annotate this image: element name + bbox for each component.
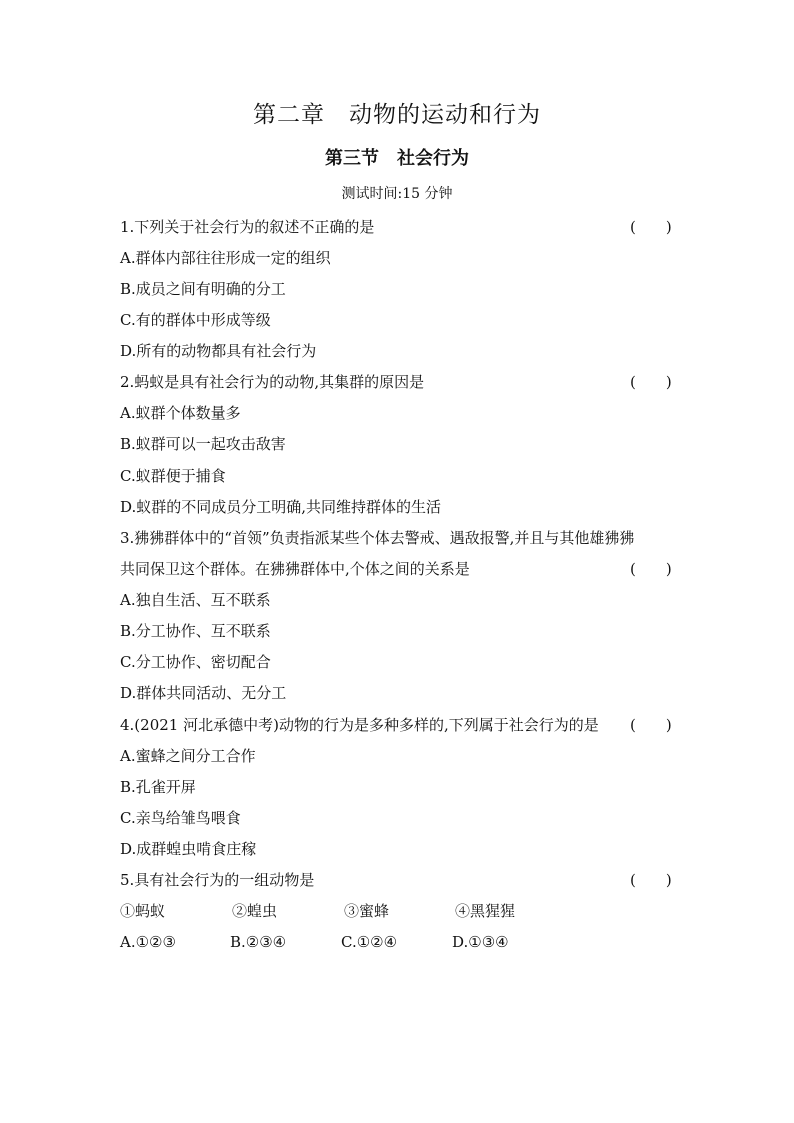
question-3-option-b: B.分工协作、互不联系 (120, 622, 271, 640)
question-5-option-c: C.①②④ (341, 933, 398, 951)
question-1-option-a: A.群体内部往往形成一定的组织 (120, 249, 331, 267)
answer-blank-4: ( ) (630, 716, 672, 734)
question-4-option-b: B.孔雀开屏 (120, 778, 196, 796)
question-4-option-c: C.亲鸟给雏鸟喂食 (120, 809, 241, 827)
chapter-title: 第二章 动物的运动和行为 (253, 102, 541, 128)
item-ant: ①蚂蚁 (120, 902, 166, 920)
question-5-stem: 5.具有社会行为的一组动物是 (120, 871, 315, 889)
question-3-stem-line1: 3.狒狒群体中的“首领”负责指派某些个体去警戒、遇敌报警,并且与其他雄狒狒 (120, 529, 635, 547)
question-1-option-d: D.所有的动物都具有社会行为 (120, 342, 317, 360)
test-time: 测试时间:15 分钟 (341, 186, 453, 202)
question-2-option-d: D.蚁群的不同成员分工明确,共同维持群体的生活 (120, 498, 442, 516)
question-5-option-b: B.②③④ (230, 933, 287, 951)
question-2-option-b: B.蚁群可以一起攻击敌害 (120, 435, 286, 453)
question-3-option-c: C.分工协作、密切配合 (120, 653, 271, 671)
question-1-option-b: B.成员之间有明确的分工 (120, 280, 286, 298)
question-3-option-a: A.独自生活、互不联系 (120, 591, 271, 609)
question-4-stem: 4.(2021 河北承德中考)动物的行为是多种多样的,下列属于社会行为的是 (120, 716, 599, 734)
question-1-stem: 1.下列关于社会行为的叙述不正确的是 (120, 218, 375, 236)
question-1-option-c: C.有的群体中形成等级 (120, 311, 271, 329)
question-4-option-a: A.蜜蜂之间分工合作 (120, 747, 256, 765)
answer-blank-2: ( ) (630, 373, 672, 391)
question-3-stem-line2: 共同保卫这个群体。在狒狒群体中,个体之间的关系是 (120, 560, 470, 578)
question-3-option-d: D.群体共同活动、无分工 (120, 684, 287, 702)
answer-blank-5: ( ) (630, 871, 672, 889)
section-title: 第三节 社会行为 (325, 148, 469, 169)
question-2-stem: 2.蚂蚁是具有社会行为的动物,其集群的原因是 (120, 373, 425, 391)
question-2-option-a: A.蚁群个体数量多 (120, 404, 241, 422)
answer-blank-3: ( ) (630, 560, 672, 578)
item-chimpanzee: ④黑猩猩 (455, 902, 516, 920)
item-locust: ②蝗虫 (232, 902, 278, 920)
question-5-option-d: D.①③④ (452, 933, 509, 951)
item-bee: ③蜜蜂 (344, 902, 390, 920)
answer-blank-1: ( ) (630, 218, 672, 236)
question-4-option-d: D.成群蝗虫啃食庄稼 (120, 840, 257, 858)
question-2-option-c: C.蚁群便于捕食 (120, 467, 226, 485)
question-5-option-a: A.①②③ (120, 933, 176, 951)
